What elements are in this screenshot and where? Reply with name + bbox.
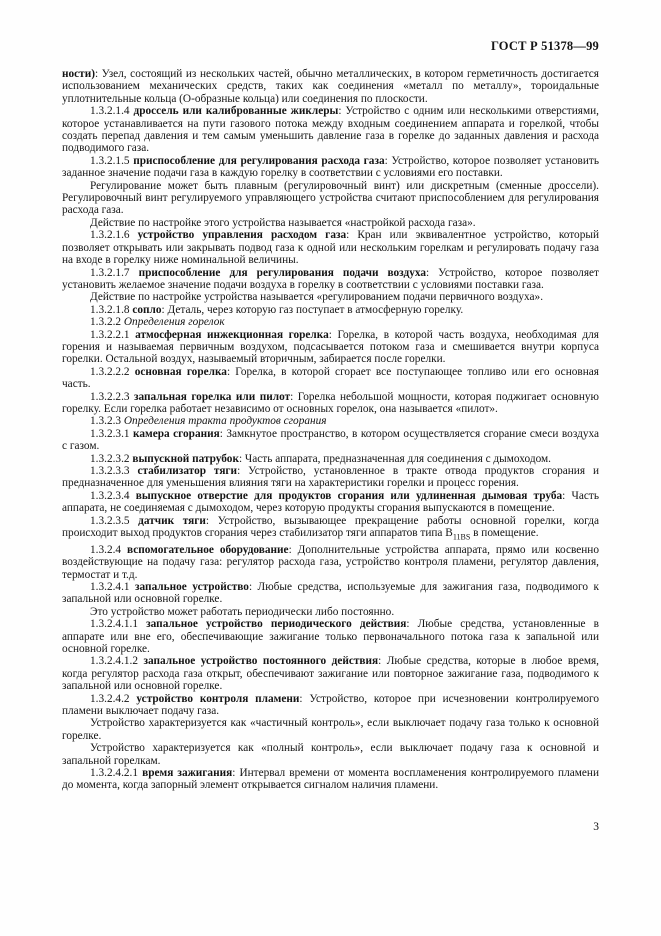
definition-text: : Любые средства, которые в любое время, когда регулятор расхода газа открыт, обеспечивают зажигание или повторное зажигание газа, подводимого к запальной или основной горелке. [62, 655, 599, 693]
definition-text: : Любые средства, используемые для зажигания газа, подводимого к запальной или основной горелке. [62, 580, 600, 606]
definition-text: : Деталь, через которую газ поступает в атмосферную горелку. [161, 303, 464, 316]
definition-text: : Горелка, в которой сгорает все поступающее топливо или его основная часть. [62, 365, 599, 391]
term: атмосферная инжекционная горелка [135, 328, 329, 341]
paragraph-8 [62, 304, 599, 316]
clause-number: 1.3.2.4 [90, 543, 127, 556]
paragraph-1 [62, 105, 599, 155]
body-text: Устройство характеризуется как «полный контроль», если выключает подачу газа к основной и запальной горелкам. [62, 742, 599, 767]
term: выпускной патрубок [132, 452, 239, 465]
term: запальное устройство постоянного действия [143, 655, 379, 668]
clause-number: 1.3.2.4.2 [90, 692, 137, 705]
body-text: Действие по настройке этого устройства называется «настройкой расхода газа». [90, 216, 476, 229]
term: дроссель или калиброванные жиклеры [133, 105, 339, 118]
paragraph-20 [62, 581, 599, 606]
paragraph-3 [62, 180, 599, 217]
clause-number: 1.3.2.2.2 [90, 365, 135, 378]
term: стабилизатор тяги [137, 465, 238, 477]
paragraph-27 [62, 767, 599, 792]
definition-text: : Интервал времени от момента воспламенения контролируемого пламени до момента, когда запорный элемент открывается сигналом наличия пламени. [62, 767, 600, 792]
paragraph-11 [62, 366, 599, 391]
term: запальное устройство [135, 580, 249, 593]
clause-number: 1.3.2.2 [90, 316, 124, 329]
paragraph-14 [62, 428, 599, 453]
clause-number: 1.3.2.4.1.2 [90, 655, 144, 668]
definition-text: : Дополнительные устройства аппарата, прямо или косвенно воздействующие на подачу газа: регулятор расхода газа, устройство контроля пламени, регулятор давления, термостат и т.д. [62, 543, 599, 581]
term: запальная горелка или пилот [134, 390, 291, 403]
definition-text: : Часть аппарата, не соединяемая с дымоходом, через которую продукты сгорания выпускаются в помещение. [62, 489, 599, 515]
clause-number: 1.3.2.1.8 [90, 303, 133, 316]
paragraph-21 [62, 606, 599, 618]
clause-number: 1.3.2.2.3 [90, 390, 134, 403]
definition-text-end: в помещение. [470, 527, 539, 540]
definition-text: : Часть аппарата, предназначенная для соединения с дымоходом. [238, 452, 551, 465]
paragraph-17 [62, 490, 599, 515]
term: время зажигания [142, 767, 233, 779]
definition-text: : Горелка небольшой мощности, которая поджигает основную горелку. Если горелка работает независимо от основных горелок, она называется «пилот». [62, 390, 599, 415]
paragraph-19 [62, 544, 599, 581]
clause-number: 1.3.2.2.1 [90, 328, 136, 341]
paragraph-24 [62, 693, 599, 718]
definition-text: : Устройство, которое позволяет установить желаемое значение подачи воздуха в горелку в соответствии с условиями поставки газа. [62, 266, 599, 291]
paragraph-10 [62, 329, 599, 366]
paragraph-15 [62, 453, 599, 465]
clause-number: 1.3.2.4.1 [90, 580, 136, 593]
clause-number: 1.3.2.3.2 [90, 452, 133, 465]
paragraph-18 [62, 515, 599, 544]
clause-number: 1.3.2.3.1 [90, 427, 134, 440]
definition-text: : Устройство, установленное в тракте отвода продуктов сгорания и предназначенное для уменьшения влияния тяги на характеристики горелки и процесс горения. [62, 465, 599, 490]
paragraph-23 [62, 655, 599, 692]
clause-number: 1.3.2.4.2.1 [90, 767, 143, 779]
paragraph-0 [62, 68, 599, 105]
paragraph-5 [62, 229, 599, 266]
term: камера сгорания [133, 427, 220, 440]
clause-number: 1.3.2.1.4 [90, 105, 134, 118]
term: основная горелка [134, 365, 227, 378]
clause-number: 1.3.2.1.6 [90, 229, 138, 242]
clause-number: 1.3.2.1.7 [90, 266, 139, 279]
term: приспособление для регулирования расхода газа [133, 154, 385, 167]
definition-text: : Устройство с одним или несколькими отверстиями, которое устанавливается на пути газового потока между входным соединением аппарата и горелкой, чтобы создать перепад давления и тем самым уменьшить давление газа в горелке до заданных давления и расхода подводимого газа. [62, 105, 600, 155]
paragraph-4 [62, 217, 599, 229]
paragraph-22 [62, 618, 599, 655]
page-number: 3 [593, 821, 599, 833]
term: сопло [132, 303, 162, 316]
definition-text: : Кран или эквивалентное устройство, который позволяет открывать или закрывать подвод газа к одной или нескольким горелкам и регулировать подачу газа на входе в горелку ниже номинальной величины. [62, 229, 599, 267]
definition-text: : Устройство, которое позволяет установить заданное значение подачи газа в каждую горелку в соответствии с условиями его поставки. [62, 154, 599, 180]
definition-text: : Узел, состоящий из нескольких частей, обычно металлических, в котором герметичность достигается использованием механических средств, таких как соединения «металл по металлу», тороидальные уплотнительные кольца (О-образные кольца) или соединения по плоскости. [62, 68, 599, 105]
subscript: 11BS [452, 532, 471, 542]
clause-number: 1.3.2.4.1.1 [90, 618, 147, 631]
definition-text: : Устройство, которое при исчезновении контролируемого пламени выключает подачу газа. [62, 692, 599, 717]
clause-number: 1.3.2.3 [90, 415, 124, 428]
paragraph-12 [62, 391, 599, 416]
paragraph-25 [62, 717, 599, 742]
definition-text: : Устройство, вызывающее прекращение работы основной горелки, когда происходит выход продуктов сгорания через стабилизатор тяги аппаратов типа В [62, 514, 599, 540]
paragraph-9 [62, 316, 599, 328]
term: выпускное отверстие для продуктов сгорания или удлиненная дымовая труба [135, 489, 563, 502]
paragraph-7 [62, 291, 599, 303]
definition-text: : Любые средства, установленные в аппарате или вне его, обеспечивающие зажигание только первоначального потока газа к запальной или основной горелке. [62, 618, 599, 655]
standard-code-header: ГОСТ Р 51378—99 [490, 39, 599, 53]
body-text: Регулирование может быть плавным (регулировочный винт) или дискретным (сменные дроссели). Регулировочный винт регулируемого управляющего устройства считают приспособлением для регулирования расхода газа. [62, 179, 599, 217]
term: запальное устройство периодического действия [146, 618, 407, 631]
document-body [62, 68, 599, 792]
term: ности) [62, 68, 95, 80]
clause-number: 1.3.2.3.3 [90, 465, 138, 477]
term: устройство контроля пламени [136, 692, 300, 705]
paragraph-2 [62, 155, 599, 180]
body-text: Это устройство может работать периодически либо постоянно. [90, 605, 395, 618]
clause-number: 1.3.2.3.5 [90, 514, 139, 527]
section-heading: Определения тракта продуктов сгорания [123, 415, 327, 428]
section-heading: Определения горелок [123, 316, 225, 329]
paragraph-6 [62, 267, 599, 292]
definition-text: : Горелка, в которой часть воздуха, необходимая для горения и называемая первичным воздухом, подсасывается потоком газа и смешивается внутри корпуса горелки. Остальной воздух, называемый вторичным, забирается после горелки. [62, 328, 599, 366]
paragraph-16 [62, 465, 599, 490]
definition-text: : Замкнутое пространство, в котором осуществляется сгорание смеси воздуха с газом. [62, 427, 599, 453]
term: датчик тяги [138, 514, 206, 527]
term: приспособление для регулирования подачи воздуха [138, 266, 427, 279]
clause-number: 1.3.2.1.5 [90, 154, 134, 167]
body-text: Действие по настройке устройства называется «регулированием подачи первичного воздуха». [90, 291, 544, 304]
paragraph-26 [62, 742, 599, 767]
body-text: Устройство характеризуется как «частичный контроль», если выключает подачу газа только к основной горелке. [62, 717, 599, 742]
paragraph-13 [62, 415, 599, 427]
term: вспомогательное оборудование [126, 543, 289, 556]
term: устройство управления расходом газа [137, 229, 347, 242]
clause-number: 1.3.2.3.4 [90, 489, 136, 502]
